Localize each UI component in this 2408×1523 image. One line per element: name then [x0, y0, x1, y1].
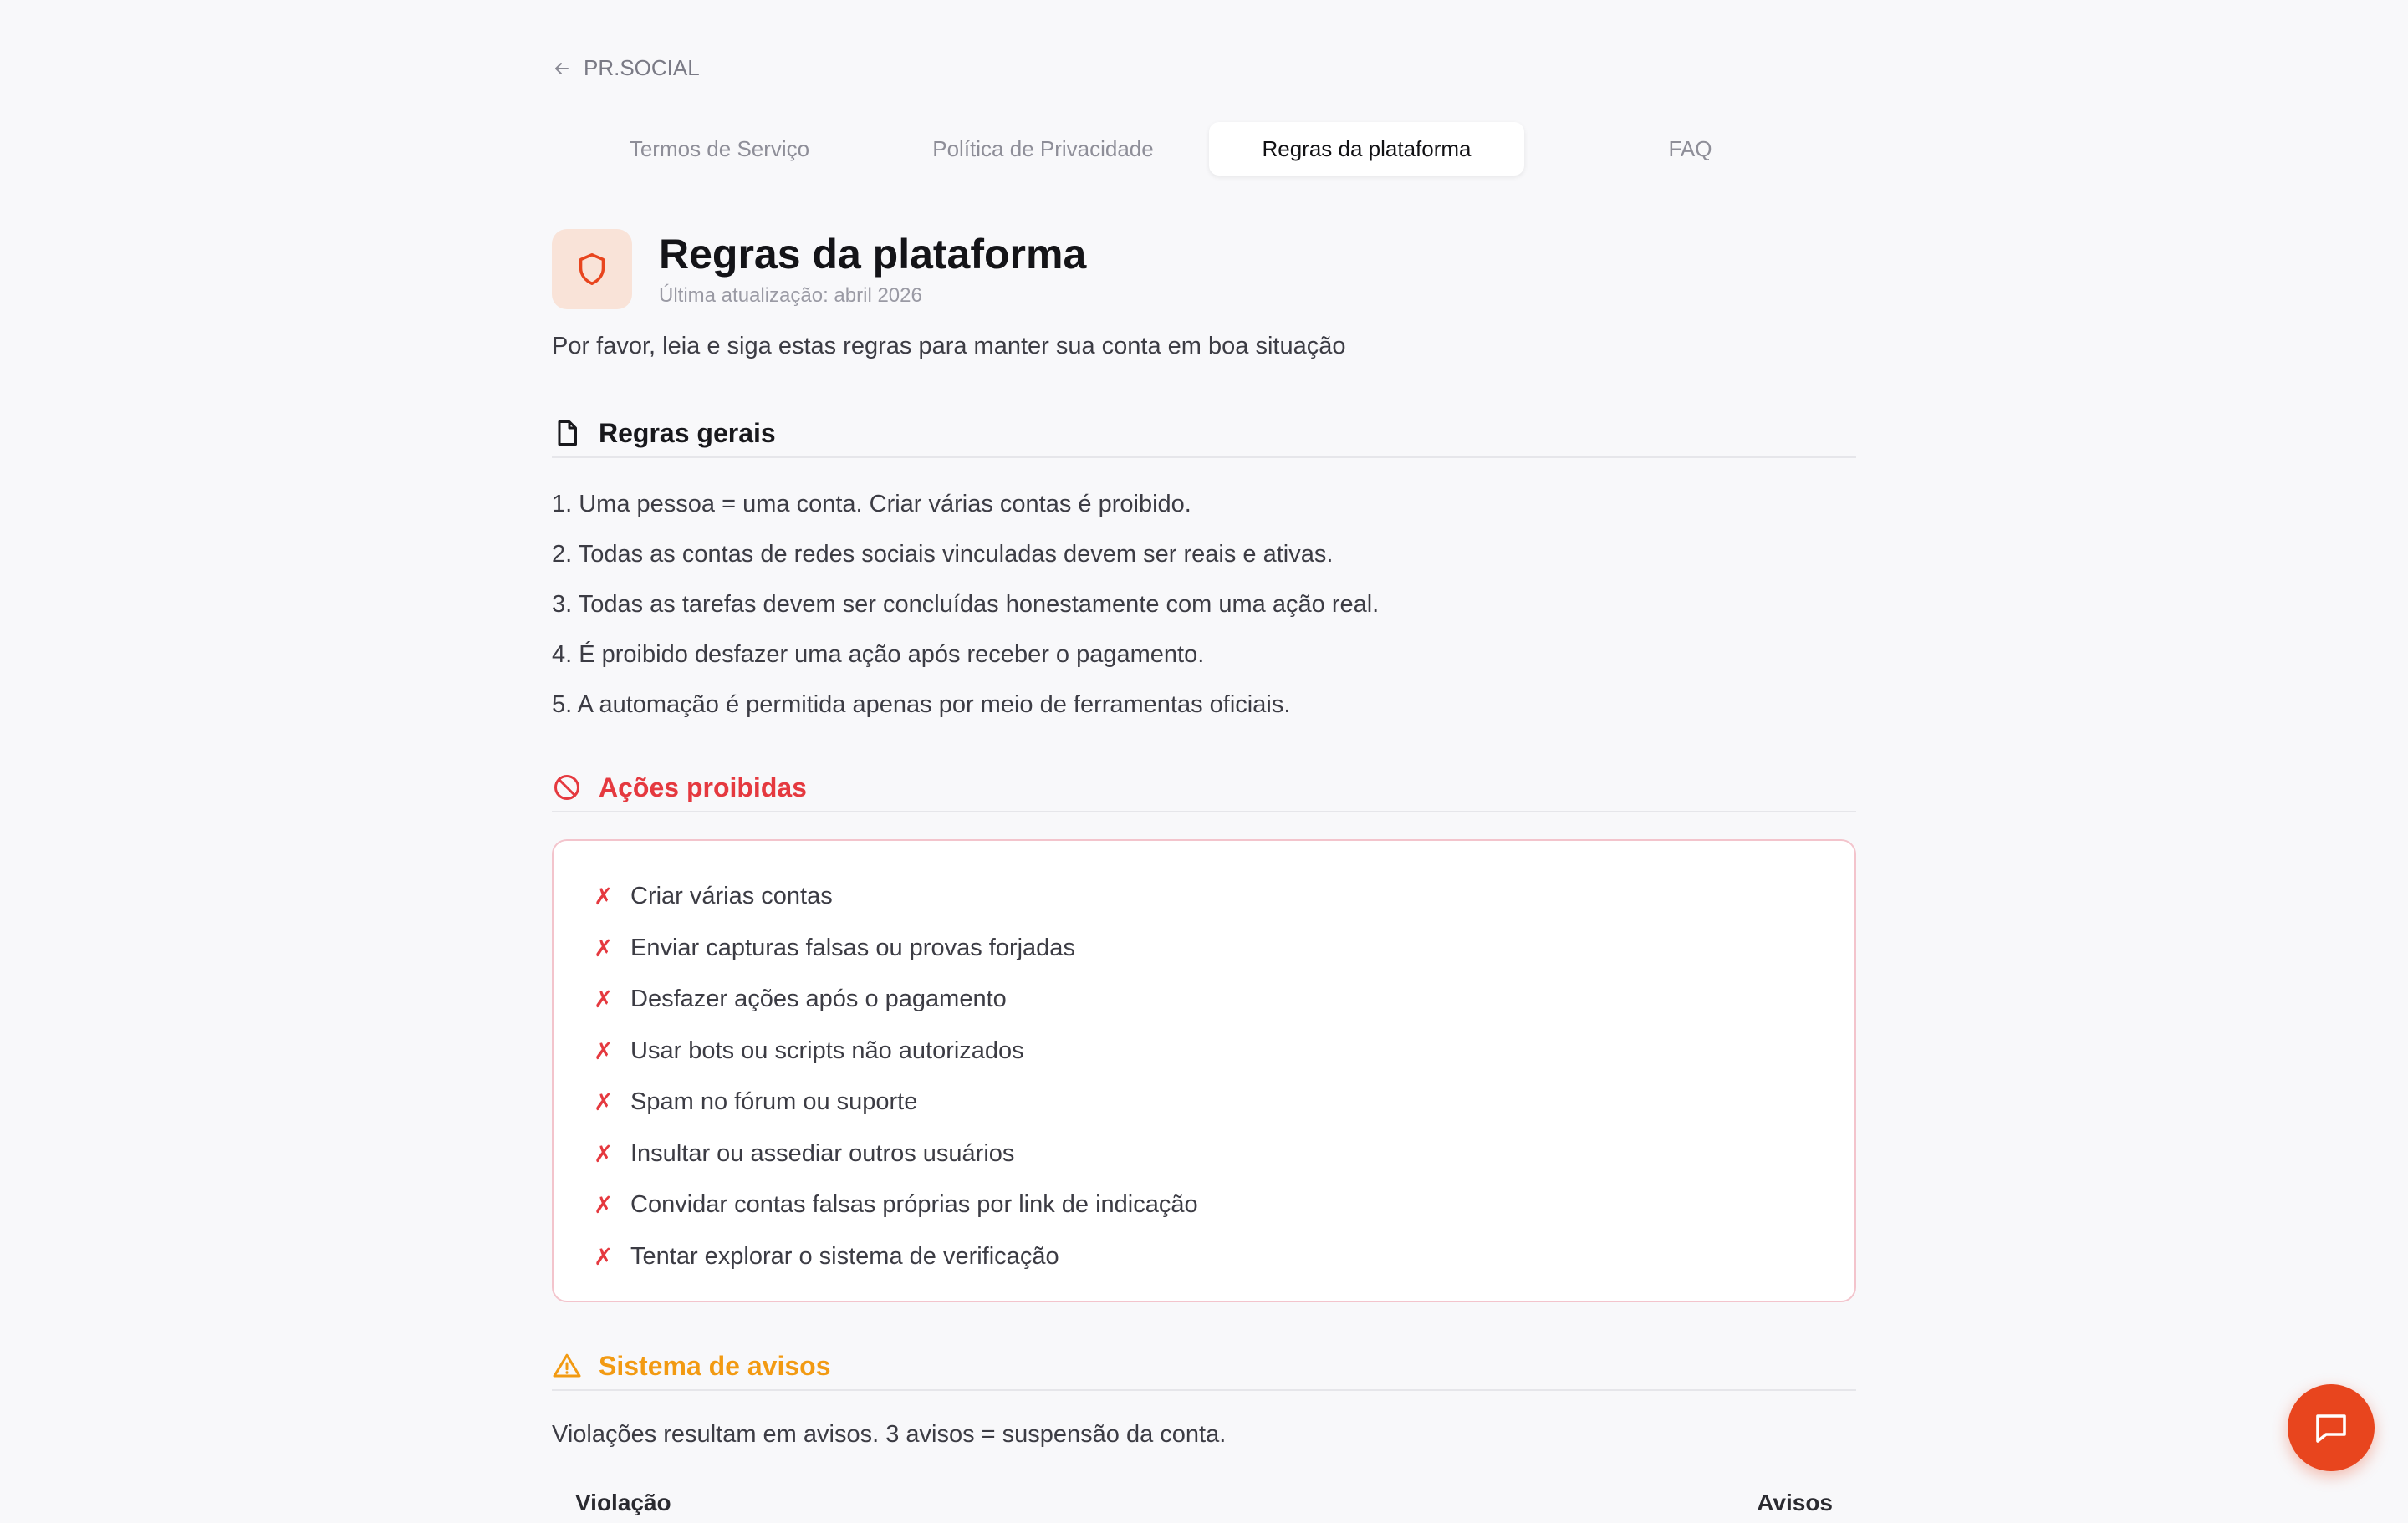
list-item: 1. Uma pessoa = uma conta. Criar várias contas é proibido.	[552, 491, 1191, 517]
list-item-label: Criar várias contas	[630, 883, 833, 910]
tab-faq[interactable]: FAQ	[1668, 135, 1712, 161]
prohibited-list-card	[552, 839, 1856, 1302]
tab-privacy[interactable]: Política de Privacidade	[932, 135, 1154, 161]
list-item	[594, 1231, 1814, 1283]
list-item	[594, 1128, 1814, 1180]
list-item: 2. Todas as contas de redes sociais vinculadas devem ser reais e ativas.	[552, 541, 1334, 568]
list-item	[594, 1077, 1814, 1128]
list-item: 4. É proibido desfazer uma ação após receber o pagamento.	[552, 641, 1205, 668]
page-header	[552, 229, 1086, 309]
list-item-label: Usar bots ou scripts não autorizados	[630, 1037, 1024, 1064]
general-rules-list	[552, 486, 1379, 737]
list-item-label: Convidar contas falsas próprias por link de indicação	[630, 1191, 1198, 1219]
arrow-left-icon	[552, 59, 572, 79]
list-item: 5. A automação é permitida apenas por meio de ferramentas oficiais.	[552, 691, 1291, 718]
section-title: Ações proibidas	[599, 772, 807, 802]
section-prohibited-actions	[552, 764, 1856, 812]
list-item-label: Desfazer ações após o pagamento	[630, 986, 1007, 1013]
section-title: Sistema de avisos	[599, 1350, 831, 1381]
chat-button[interactable]	[2288, 1384, 2375, 1471]
warnings-intro: Violações resultam em avisos. 3 avisos = suspensão da conta.	[552, 1421, 1227, 1448]
cross-icon: ✗	[594, 935, 614, 961]
back-link[interactable]	[552, 55, 700, 81]
list-item: 3. Todas as tarefas devem ser concluídas honestamente com uma ação real.	[552, 591, 1380, 618]
cross-icon: ✗	[594, 1192, 614, 1219]
tab-platform-rules[interactable]: Regras da plataforma	[1209, 122, 1524, 176]
ban-icon	[552, 772, 582, 802]
cross-icon: ✗	[594, 1089, 614, 1116]
cross-icon: ✗	[594, 986, 614, 1013]
column-header-warnings: Avisos	[1757, 1490, 1833, 1515]
cross-icon: ✗	[594, 1243, 614, 1270]
section-title: Regras gerais	[599, 417, 776, 448]
list-item	[594, 923, 1814, 975]
document-icon	[552, 418, 582, 448]
warning-triangle-icon	[552, 1351, 582, 1381]
list-item	[594, 1179, 1814, 1231]
tab-terms[interactable]: Termos de Serviço	[629, 135, 810, 161]
cross-icon: ✗	[594, 884, 614, 910]
cross-icon: ✗	[594, 1140, 614, 1167]
section-warning-system	[552, 1342, 1856, 1391]
section-general-rules	[552, 410, 1856, 458]
warnings-table-header	[552, 1490, 1856, 1523]
column-header-violation: Violação	[575, 1490, 671, 1515]
chat-icon	[2311, 1408, 2351, 1448]
list-item	[594, 871, 1814, 923]
cross-icon: ✗	[594, 1037, 614, 1064]
last-updated: Última atualização: abril 2026	[659, 284, 922, 307]
list-item	[594, 1026, 1814, 1077]
list-item-label: Enviar capturas falsas ou provas forjadas	[630, 934, 1075, 961]
page-title: Regras da plataforma	[659, 231, 1087, 278]
tab-bar	[552, 122, 1856, 176]
list-item-label: Insultar ou assediar outros usuários	[630, 1139, 1015, 1167]
list-item-label: Spam no fórum ou suporte	[630, 1088, 918, 1116]
shield-icon	[573, 250, 611, 288]
list-item	[594, 974, 1814, 1026]
list-item-label: Tentar explorar o sistema de verificação	[630, 1242, 1059, 1270]
intro-text: Por favor, leia e siga estas regras para manter sua conta em boa situação	[552, 333, 1346, 359]
header-icon-badge	[552, 229, 632, 309]
back-link-label: PR.SOCIAL	[584, 55, 700, 80]
